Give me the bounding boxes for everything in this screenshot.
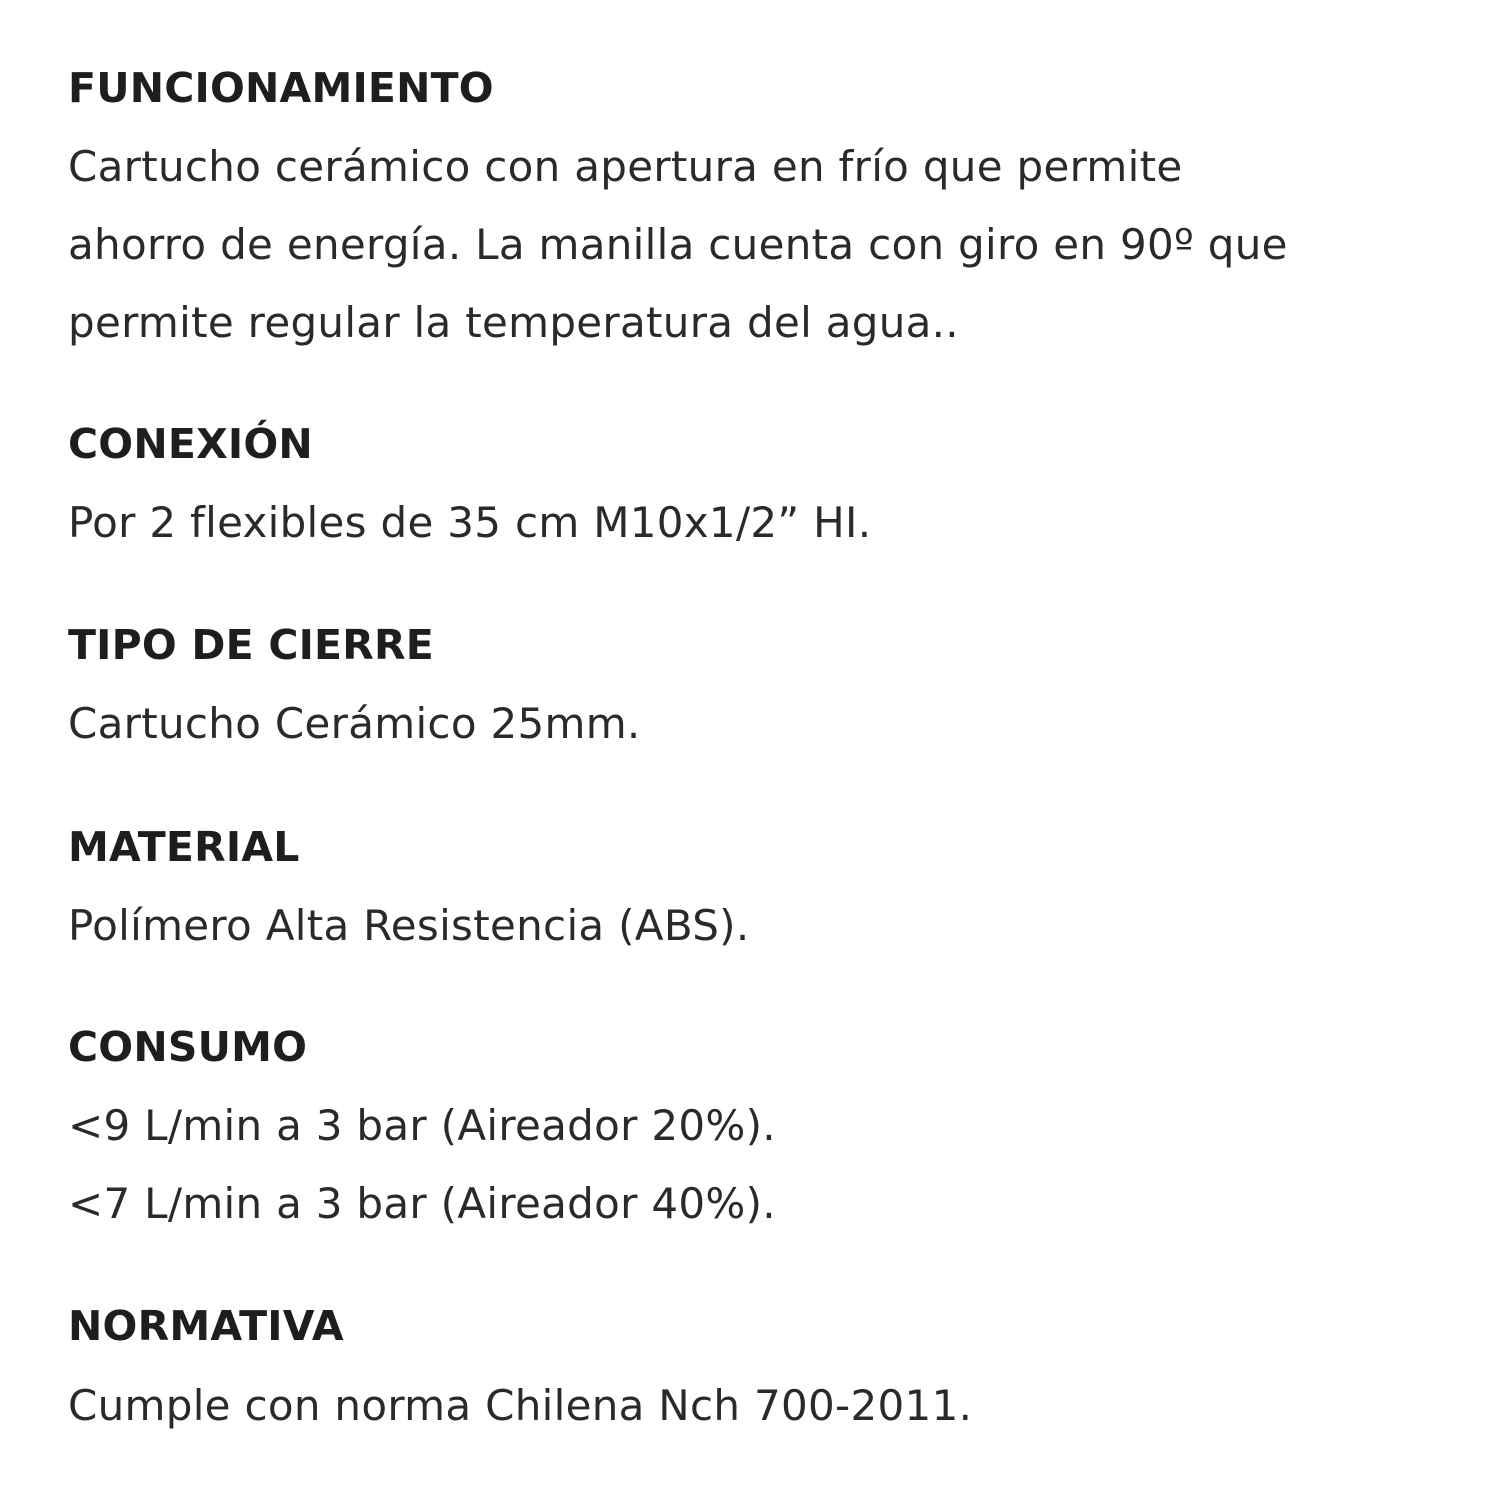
section-title-consumo: CONSUMO <box>68 1023 308 1071</box>
section-text-tipo-de-cierre-line-1: Cartucho Cerámico 25mm. <box>68 699 641 748</box>
section-title-tipo-de-cierre: TIPO DE CIERRE <box>68 621 435 669</box>
section-title-conexion: CONEXIÓN <box>68 420 313 468</box>
section-text-normativa-line-1: Cumple con norma Chilena Nch 700-2011. <box>68 1381 973 1430</box>
section-text-funcionamiento-line-3: permite regular la temperatura del agua.. <box>68 298 959 347</box>
section-title-material: MATERIAL <box>68 823 300 871</box>
section-title-funcionamiento: FUNCIONAMIENTO <box>68 64 494 112</box>
section-text-conexion-line-1: Por 2 flexibles de 35 cm M10x1/2” HI. <box>68 498 872 547</box>
section-text-material-line-1: Polímero Alta Resistencia (ABS). <box>68 901 750 950</box>
section-text-consumo-line-2: <7 L/min a 3 bar (Aireador 40%). <box>68 1179 776 1228</box>
section-text-funcionamiento-line-2: ahorro de energía. La manilla cuenta con giro en 90º que <box>68 220 1288 269</box>
section-title-normativa: NORMATIVA <box>68 1302 344 1350</box>
section-text-consumo-line-1: <9 L/min a 3 bar (Aireador 20%). <box>68 1101 776 1150</box>
section-text-funcionamiento-line-1: Cartucho cerámico con apertura en frío que permite <box>68 142 1183 191</box>
